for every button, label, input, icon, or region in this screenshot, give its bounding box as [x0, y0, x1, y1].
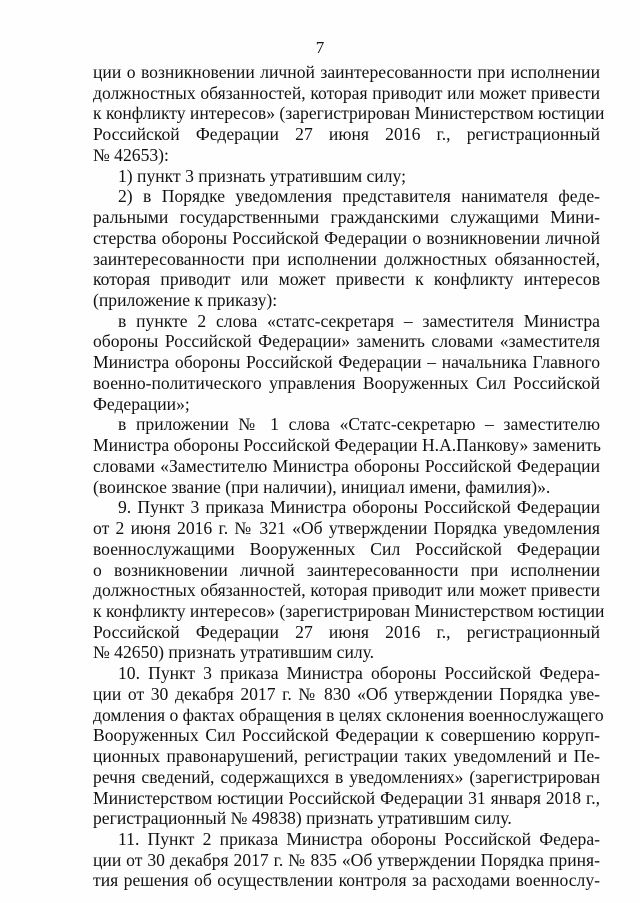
text-line: 10. Пункт 3 приказа Министра обороны Российской Федера-	[118, 663, 600, 684]
text-line: обороны Российской Федерации» заменить словами «заместителя	[93, 331, 600, 352]
page-number: 7	[315, 38, 325, 57]
text-line: 2) в Порядке уведомления представителя нанимателя феде-	[118, 186, 600, 207]
text-line: о возникновении личной заинтересованности при исполнении	[93, 559, 600, 580]
text-line: военно-политического управления Вооруженных Сил Российской	[93, 372, 600, 393]
text-line: Российской Федерации 27 июня 2016 г., регистрационный	[93, 124, 600, 145]
text-line: ции от 30 декабря 2017 г. № 830 «Об утверждении Порядка уве-	[93, 683, 600, 704]
text-line: речня сведений, содержащихся в уведомлениях» (зарегистрирован	[93, 766, 600, 787]
text-line: 9. Пункт 3 приказа Министра обороны Российской Федерации	[118, 497, 600, 518]
text-line: к конфликту интересов» (зарегистрирован Министерством юстиции	[93, 103, 605, 124]
text-line: № 42650) признать утратившим силу.	[93, 642, 375, 663]
text-line: к конфликту интересов» (зарегистрирован Министерством юстиции	[93, 600, 605, 621]
text-line: ционных правонарушений, регистрации таких уведомлений и Пе-	[93, 746, 600, 767]
text-line: домления о фактах обращения в целях склонения военнослужащего	[93, 704, 604, 725]
text-line: регистрационный № 49838) признать утратившим силу.	[93, 808, 512, 829]
text-line: 1) пункт 3 признать утратившим силу;	[118, 165, 406, 186]
text-line: которая приводит или может привести к конфликту интересов	[93, 269, 600, 290]
text-line: ции от 30 декабря 2017 г. № 835 «Об утверждении Порядка приня-	[93, 849, 600, 870]
text-line: 11. Пункт 2 приказа Министра обороны Российской Федера-	[118, 829, 600, 849]
text-line: Министерством юстиции Российской Федерации 31 января 2018 г.,	[93, 787, 600, 808]
text-line: должностных обязанностей, которая приводит или может привести	[93, 580, 600, 601]
text-line: военнослужащими Вооруженных Сил Российской Федерации	[93, 538, 600, 559]
text-line: от 2 июня 2016 г. № 321 «Об утверждении Порядка уведомления	[93, 518, 600, 539]
text-line: стерства обороны Российской Федерации о возникновении личной	[93, 227, 600, 248]
text-line: (воинское звание (при наличии), инициал имени, фамилия)».	[93, 476, 551, 497]
text-line: должностных обязанностей, которая приводит или может привести	[93, 82, 600, 103]
text-line: Министра обороны Российской Федерации Н.А.Панкову» заменить	[93, 435, 601, 456]
text-line: тия решения об осуществлении контроля за расходами военнослу-	[93, 870, 600, 891]
text-line: словами «Заместителю Министра обороны Российской Федерации	[93, 455, 600, 476]
text-line: заинтересованности при исполнении должностных обязанностей,	[93, 248, 600, 269]
text-line: Федерации»;	[93, 393, 190, 414]
text-line: в приложении № 1 слова «Статс-секретарю – заместителю	[118, 414, 600, 435]
text-line: в пункте 2 слова «статс-секретаря – заместителя Министра	[118, 310, 600, 331]
text-line: № 42653):	[93, 144, 169, 165]
text-line: Вооруженных Сил Российской Федерации к совершению корруп-	[93, 725, 600, 746]
text-line: ции о возникновении личной заинтересованности при исполнении	[93, 62, 600, 82]
text-line: Российской Федерации 27 июня 2016 г., регистрационный	[93, 621, 600, 642]
text-line: ральными государственными гражданскими служащими Мини-	[93, 207, 600, 228]
text-line: Министра обороны Российской Федерации – начальника Главного	[93, 352, 600, 373]
text-line: (приложение к приказу):	[93, 290, 278, 311]
